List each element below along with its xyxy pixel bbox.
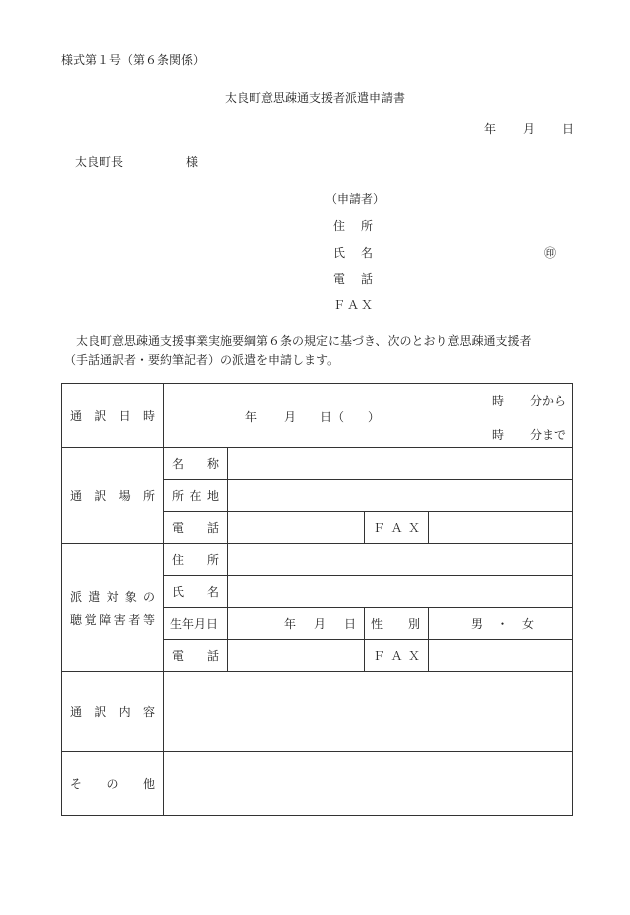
label-place-fax: Ｆ Ａ Ｘ	[365, 512, 429, 544]
form-number: 様式第１号（第６条関係）	[61, 53, 206, 67]
label-target-phone: 電 話	[164, 640, 228, 672]
label-place-location: 所 在 地	[164, 480, 228, 512]
label-birthdate: 生年月日	[164, 608, 228, 640]
applicant-fax-label: Ｆ Ａ Ｘ	[333, 298, 373, 312]
label-sex: 性 別	[365, 608, 429, 640]
target-fax-field[interactable]	[429, 640, 573, 672]
row-content	[62, 672, 573, 752]
label-place-name: 名 称	[164, 448, 228, 480]
sex-field[interactable]: 男 ・ 女	[429, 608, 573, 640]
label-other: そ の 他	[62, 752, 164, 816]
addressee-name: 太良町長	[75, 155, 124, 169]
place-phone-field[interactable]	[228, 512, 365, 544]
date-year: 年	[484, 122, 497, 136]
label-target-person: 派 遣 対 象 の 聴 覚 障 害 者 等	[62, 544, 164, 672]
applicant-phone-label: 電 話	[333, 272, 373, 286]
birthdate-field[interactable]: 年 月 日	[228, 608, 365, 640]
application-statement: 太良町意思疎通支援事業実施要綱第６条の規定に基づき、次のとおり意思疎通支援者 （手話通訳者・要約筆記者）の派遣を申請します。	[64, 334, 532, 367]
label-target-fax: Ｆ Ａ Ｘ	[365, 640, 429, 672]
row-interpretation-datetime	[62, 384, 573, 448]
interpretation-content-field[interactable]	[164, 672, 573, 752]
label-interpretation-content: 通 訳 内 容	[62, 672, 164, 752]
application-form-table	[61, 383, 573, 816]
label-target-name: 氏 名	[164, 576, 228, 608]
target-phone-field[interactable]	[228, 640, 365, 672]
label-interpretation-datetime: 通 訳 日 時	[62, 384, 164, 448]
document-title: 太良町意思疎通支援者派遣申請書	[224, 91, 405, 105]
interpretation-datetime-field[interactable]: 年 月 日（ ） 時 分から 時 分まで	[164, 384, 573, 448]
applicant-name-label: 氏 名	[333, 246, 373, 260]
place-location-field[interactable]	[228, 480, 573, 512]
row-target-address	[62, 544, 573, 576]
place-fax-field[interactable]	[429, 512, 573, 544]
row-place-name	[62, 448, 573, 480]
label-target-address: 住 所	[164, 544, 228, 576]
label-interpretation-place: 通 訳 場 所	[62, 448, 164, 544]
seal-mark: ㊞	[544, 246, 557, 260]
target-address-field[interactable]	[228, 544, 573, 576]
date-month: 月	[522, 122, 535, 136]
label-place-phone: 電 話	[164, 512, 228, 544]
application-date	[484, 120, 574, 137]
date-day: 日	[561, 122, 574, 136]
addressee-honorific: 様	[186, 155, 199, 169]
other-field[interactable]	[164, 752, 573, 816]
target-name-field[interactable]	[228, 576, 573, 608]
place-name-field[interactable]	[228, 448, 573, 480]
applicant-heading: （申請者）	[325, 192, 386, 206]
applicant-address-label: 住 所	[333, 219, 373, 233]
row-other	[62, 752, 573, 816]
